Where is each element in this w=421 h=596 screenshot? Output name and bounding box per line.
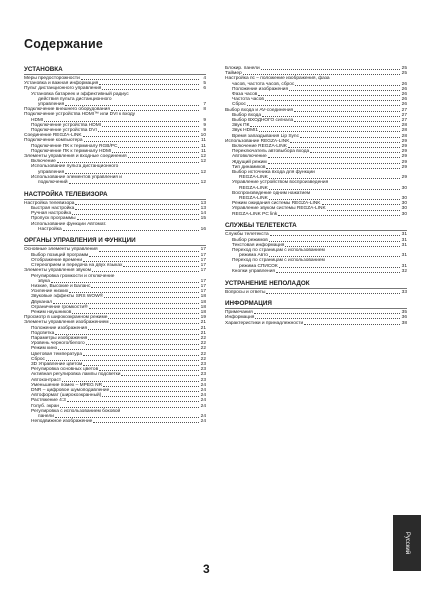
toc-entry-page: 24 bbox=[200, 419, 206, 425]
toc-entry-title: Низкие, Высокие и Баланс bbox=[31, 283, 91, 289]
toc-leader-dots bbox=[268, 157, 400, 158]
toc-leader-dots bbox=[288, 147, 400, 148]
toc-section-heading: НАСТРОЙКА ТЕЛЕВИЗОРА bbox=[24, 191, 206, 200]
toc-entry-title: Примечания bbox=[225, 310, 253, 316]
toc-entry-page: 9 bbox=[203, 122, 206, 128]
toc-entry-page: 16 bbox=[200, 226, 206, 232]
toc-entry-page: 17 bbox=[200, 278, 206, 284]
toc-leader-dots bbox=[58, 349, 199, 350]
toc-leader-dots bbox=[88, 329, 199, 330]
toc-entry-page: 30 bbox=[401, 196, 407, 202]
toc-leader-dots bbox=[83, 365, 199, 366]
toc-entry-page: 36 bbox=[401, 315, 407, 321]
toc-leader-dots bbox=[327, 210, 400, 211]
toc-leader-dots bbox=[89, 256, 199, 257]
toc-entry-page: 12 bbox=[200, 154, 206, 160]
toc-entry-title-cont: REGZA-LINK bbox=[239, 196, 268, 202]
toc-entry-page: 26 bbox=[401, 92, 407, 98]
toc-entry-page: 24 bbox=[200, 413, 206, 419]
toc-entry-page: 11 bbox=[201, 148, 206, 154]
toc-entry-page: 33 bbox=[401, 289, 407, 295]
toc-entry-title: Звук HDMI1 bbox=[232, 128, 259, 134]
toc-leader-dots bbox=[290, 142, 400, 143]
toc-entry-title: Текстовая информация bbox=[232, 242, 285, 248]
toc-entry-page: 24 bbox=[200, 398, 206, 404]
toc-entry-title: Ждущий режим bbox=[232, 159, 267, 165]
toc-entry-title: Режим кино bbox=[31, 346, 58, 352]
toc-leader-dots bbox=[102, 126, 199, 127]
toc-entry-page: 21 bbox=[200, 325, 206, 331]
toc-leader-dots bbox=[310, 152, 400, 153]
toc-entry-title: Переход по страницам с использованием bbox=[232, 248, 325, 253]
page-title: Содержание bbox=[24, 37, 104, 51]
toc-entry-page: 18 bbox=[200, 309, 206, 315]
toc-entry-title: Звуковые эффекты SRS WOW® bbox=[31, 294, 104, 300]
toc-entry-title-cont: Настройка bbox=[38, 226, 62, 232]
toc-entry-page: 23 bbox=[200, 372, 206, 378]
toc-entry-title: Основные элементы управления bbox=[24, 247, 98, 253]
toc-entry-title: Меры предосторожности bbox=[24, 76, 80, 81]
toc-entry-title: Время запаздывания Lip Sync bbox=[232, 133, 300, 139]
toc-section-heading: УСТРАНЕНИЕ НЕПОЛАДОК bbox=[225, 280, 407, 289]
toc-entry-page: 28 bbox=[401, 128, 407, 134]
toc-entry-title: Двуканал bbox=[31, 299, 53, 305]
toc-entry-title: Выбор позиций программ bbox=[31, 252, 89, 258]
toc-entry[interactable] bbox=[225, 321, 407, 326]
toc-entry-page: 4 bbox=[203, 76, 206, 81]
toc-entry-title-cont: управления bbox=[38, 169, 65, 175]
toc-entry-title: Автоконтраст bbox=[31, 377, 62, 383]
toc-leader-dots bbox=[254, 313, 400, 314]
toc-leader-dots bbox=[294, 121, 400, 122]
toc-leader-dots bbox=[108, 318, 199, 319]
toc-leader-dots bbox=[258, 95, 400, 96]
toc-entry-title: Подключение внешнего оборудования bbox=[24, 107, 110, 113]
toc-entry-page: 29 bbox=[401, 144, 407, 150]
toc-entry-title: Элементы управления и входные соединения bbox=[24, 154, 127, 160]
toc-entry-title: Параметры изображения bbox=[31, 335, 88, 341]
toc-entry-page: 28 bbox=[401, 123, 407, 129]
toc-entry-title: DNR – цифровое шумоподавление bbox=[31, 387, 110, 393]
toc-entry-title: Элементы управления звуком bbox=[24, 268, 92, 274]
toc-leader-dots bbox=[268, 163, 400, 164]
toc-entry-title: Информация bbox=[225, 315, 255, 321]
toc-entry-page: 8 bbox=[203, 107, 206, 113]
toc-leader-dots bbox=[98, 131, 199, 132]
toc-entry-title-cont: REGZA-LINK bbox=[239, 175, 268, 181]
toc-leader-dots bbox=[279, 267, 400, 268]
toc-leader-dots bbox=[62, 381, 199, 382]
toc-entry-title: Выбор ВХОДНОГО сигнала bbox=[232, 118, 294, 124]
toc-entry-title: Стереоприем и передача на двух языках bbox=[31, 263, 123, 269]
toc-entry-title: Выбор режимов bbox=[232, 237, 268, 243]
toc-entry-title: Автоформат (широкоэкранный) bbox=[31, 393, 102, 399]
toc-entry-page: 29 bbox=[401, 164, 407, 170]
toc-entry-page: 11 bbox=[201, 138, 206, 144]
toc-entry-title: Растяжение 4:3 bbox=[31, 398, 66, 404]
toc-leader-dots bbox=[77, 219, 199, 220]
toc-entry-title: Подключение компьютера bbox=[24, 138, 83, 144]
toc-entry-title: Уменьшение помех – MPEG NR bbox=[31, 382, 103, 388]
toc-leader-dots bbox=[102, 89, 199, 90]
toc-entry-page: 38 bbox=[401, 320, 407, 326]
toc-leader-dots bbox=[300, 137, 400, 138]
toc-leader-dots bbox=[110, 391, 199, 392]
toc-entry-title: Неподвижное изображение bbox=[31, 419, 93, 425]
toc-entry-title: Выбор входа bbox=[232, 112, 261, 118]
toc-entry-title: Включение REGZA-LINK bbox=[232, 144, 287, 150]
toc-leader-dots bbox=[99, 251, 199, 252]
toc-entry-title: Ограничение громкости® bbox=[31, 304, 88, 310]
toc-entry-title: Ручная настройка bbox=[31, 211, 72, 217]
toc-leader-dots bbox=[289, 90, 400, 91]
toc-entry-title: Установка и важная информация bbox=[24, 81, 99, 87]
toc-leader-dots bbox=[255, 318, 400, 319]
toc-entry-page: 22 bbox=[200, 341, 206, 347]
toc-entry-title: Активная регулировка лампы подсветки bbox=[31, 372, 121, 378]
toc-leader-dots bbox=[55, 417, 199, 418]
toc-entry-title: Использование пульта дистанционного bbox=[31, 164, 119, 170]
toc-entry-title-cont: подключений bbox=[38, 180, 68, 186]
toc-entry-page: 18 bbox=[200, 304, 206, 310]
toc-entry-title: Отображение времени bbox=[31, 257, 83, 263]
toc-leader-dots bbox=[269, 199, 400, 200]
toc-leader-dots bbox=[75, 209, 199, 210]
toc-leader-dots bbox=[250, 126, 400, 127]
toc-entry-title: Регулировка с использованием боковой bbox=[31, 408, 121, 414]
toc-leader-dots bbox=[67, 401, 199, 402]
toc-entry-title: Голуб. экран bbox=[31, 403, 60, 409]
toc-entry-title: Автовключение bbox=[232, 154, 267, 160]
toc-entry-page: 30 bbox=[401, 185, 407, 191]
toc-entry-page: 27 bbox=[401, 107, 407, 113]
toc-leader-dots bbox=[69, 292, 199, 293]
toc-entry-page: 9 bbox=[203, 128, 206, 134]
toc-entry-title: Использование элементов управления и bbox=[31, 174, 122, 180]
toc-entry-title: Усиление низких bbox=[31, 289, 69, 295]
toc-entry-page: 23 bbox=[200, 377, 206, 383]
toc-entry-page: 32 bbox=[401, 268, 407, 274]
toc-left-column bbox=[24, 66, 206, 424]
toc-entry-title: Подключение ПК к терминалу HDMI bbox=[31, 148, 112, 154]
toc-entry-title: REGZA-LINK PC link bbox=[232, 211, 278, 217]
toc-entry-page: 31 bbox=[401, 242, 407, 248]
toc-entry-page: 29 bbox=[401, 159, 407, 165]
toc-entry[interactable] bbox=[24, 419, 206, 424]
toc-leader-dots bbox=[121, 375, 199, 376]
toc-leader-dots bbox=[270, 235, 400, 236]
toc-entry-page: 17 bbox=[200, 268, 206, 274]
toc-entry-title: Соединение REGZA-LINK bbox=[24, 133, 82, 139]
toc-entry-page: 29 bbox=[401, 138, 407, 144]
toc-right-column bbox=[225, 66, 407, 326]
toc-entry-title: Подсветка bbox=[31, 330, 55, 336]
toc-entry-page: 22 bbox=[200, 346, 206, 352]
toc-leader-dots bbox=[89, 308, 199, 309]
toc-entry-title-cont: режима СПИСОК bbox=[239, 263, 278, 269]
toc-section-heading: ОРГАНЫ УПРАВЛЕНИЯ И ФУНКЦИИ bbox=[24, 237, 206, 246]
toc-leader-dots bbox=[75, 204, 199, 205]
toc-entry-page: 26 bbox=[401, 102, 407, 108]
toc-leader-dots bbox=[86, 344, 199, 345]
toc-entry-page: 31 bbox=[401, 232, 407, 238]
toc-leader-dots bbox=[278, 215, 400, 216]
toc-entry-page: 10 bbox=[200, 133, 206, 139]
language-tab bbox=[393, 515, 421, 571]
toc-entry-page: 12 bbox=[200, 159, 206, 165]
toc-entry-title: Подключение ПК к терминалу RGB/PC bbox=[31, 143, 118, 149]
toc-leader-dots bbox=[63, 230, 199, 231]
toc-leader-dots bbox=[266, 293, 400, 294]
toc-leader-dots bbox=[92, 271, 199, 272]
toc-entry-title: Сброс bbox=[232, 102, 246, 108]
toc-entry-page: 30 bbox=[401, 201, 407, 207]
toc-leader-dots bbox=[88, 339, 199, 340]
toc-leader-dots bbox=[60, 407, 199, 408]
toc-entry-continuation: действия пульта дистанционного bbox=[38, 96, 112, 102]
toc-leader-dots bbox=[103, 386, 199, 387]
toc-leader-dots bbox=[99, 84, 199, 85]
toc-entry-title-cont: управления bbox=[38, 102, 65, 108]
toc-entry-page: 17 bbox=[200, 289, 206, 295]
toc-entry-title-cont: режима Авто bbox=[239, 253, 268, 259]
toc-entry-page: 23 bbox=[200, 367, 206, 373]
toc-entry-title: Подключение устройства DVI bbox=[31, 128, 97, 134]
toc-entry-title: Управление устройством воспроизведения bbox=[232, 180, 329, 186]
toc-entry-title: Положение изображения bbox=[232, 86, 289, 92]
toc-leader-dots bbox=[118, 147, 199, 148]
toc-leader-dots bbox=[83, 355, 199, 356]
toc-entry-page: 31 bbox=[401, 253, 407, 259]
toc-leader-dots bbox=[265, 100, 400, 101]
toc-entry-title: Управление звуком системы REGZA-LINK bbox=[232, 206, 326, 212]
toc-entry-page: 17 bbox=[200, 257, 206, 263]
toc-entry-page: 13 bbox=[200, 200, 206, 206]
toc-entry-title: Переход по страницам с использованием bbox=[232, 258, 325, 264]
toc-leader-dots bbox=[304, 324, 400, 325]
toc-leader-dots bbox=[262, 116, 400, 117]
toc-entry-page: 31 bbox=[401, 237, 407, 243]
toc-leader-dots bbox=[269, 189, 400, 190]
toc-entry-page: 14 bbox=[200, 211, 206, 217]
toc-entry-title: Кнопки управления bbox=[232, 268, 275, 274]
toc-entry-page: 24 bbox=[200, 382, 206, 388]
toc-section-heading: ИНФОРМАЦИЯ bbox=[225, 300, 407, 309]
toc-leader-dots bbox=[55, 334, 199, 335]
toc-entry-title-cont: часов, частота часов, сброс bbox=[232, 81, 295, 87]
toc-leader-dots bbox=[83, 136, 199, 137]
toc-entry-page: 17 bbox=[200, 247, 206, 253]
toc-entry-page: 17 bbox=[200, 252, 206, 258]
toc-entry-page: 29 bbox=[401, 175, 407, 181]
toc-entry-page: 12 bbox=[200, 180, 206, 186]
toc-entry-title: Выбор источника входа для функции bbox=[232, 170, 315, 176]
toc-leader-dots bbox=[102, 396, 199, 397]
toc-entry-title: Подключение устройства HDMI™ или DVI к входу bbox=[24, 112, 136, 118]
toc-entry-title: Цветовая температура bbox=[31, 351, 82, 357]
toc-entry-title: Вопросы и ответы bbox=[225, 289, 266, 295]
toc-entry-page: 35 bbox=[401, 310, 407, 316]
toc-entry-page: 5 bbox=[203, 81, 206, 87]
toc-entry-page: 22 bbox=[200, 356, 206, 362]
toc-entry-page: 24 bbox=[200, 387, 206, 393]
toc-entry-page: 26 bbox=[401, 86, 407, 92]
toc-entry-page: 7 bbox=[203, 102, 206, 108]
toc-entry-title: Службы телетекста bbox=[225, 232, 269, 238]
toc-entry-title: Настройка пс – положение изображения, фаза bbox=[225, 76, 330, 82]
toc-entry-title: Положение изображения bbox=[31, 325, 88, 331]
toc-entry-page: 31 bbox=[401, 263, 407, 269]
toc-leader-dots bbox=[65, 105, 199, 106]
toc-entry-page: 17 bbox=[200, 283, 206, 289]
toc-leader-dots bbox=[69, 183, 199, 184]
toc-leader-dots bbox=[261, 69, 400, 70]
toc-section-heading: УСТАНОВКА bbox=[24, 66, 206, 75]
toc-entry-page: 26 bbox=[401, 81, 407, 87]
toc-entry-page: 25 bbox=[401, 66, 407, 71]
toc-entry-page: 30 bbox=[401, 211, 407, 217]
toc-leader-dots bbox=[110, 323, 199, 324]
toc-entry-title: Использование функции Автомат. bbox=[31, 221, 107, 227]
toc-entry-page: 26 bbox=[401, 97, 407, 103]
toc-entry-title: Тип динамиков bbox=[232, 164, 266, 170]
toc-entry-title-cont: панели bbox=[38, 413, 54, 419]
toc-entry-page: 28 bbox=[401, 133, 407, 139]
toc-leader-dots bbox=[269, 241, 400, 242]
toc-leader-dots bbox=[72, 313, 199, 314]
toc-entry-title: Режим ожидания системы REGZA-LINK bbox=[232, 201, 321, 207]
toc-entry-page: 13 bbox=[200, 205, 206, 211]
toc-entry-page: 12 bbox=[200, 169, 206, 175]
toc-entry-title: Блокир. панели bbox=[225, 66, 260, 71]
toc-leader-dots bbox=[123, 266, 199, 267]
toc-leader-dots bbox=[91, 287, 199, 288]
toc-entry-title: Использование REGZA-LINK bbox=[225, 138, 290, 144]
toc-entry-page: 24 bbox=[200, 403, 206, 409]
toc-entry-page: 22 bbox=[200, 335, 206, 341]
toc-leader-dots bbox=[93, 422, 199, 423]
toc-entry-page: 29 bbox=[401, 154, 407, 160]
toc-entry-page: 30 bbox=[401, 206, 407, 212]
toc-leader-dots bbox=[51, 282, 199, 283]
toc-entry-page: 27 bbox=[401, 118, 407, 124]
toc-entry-title: Просмотр в широкоэкранном режиме bbox=[24, 315, 108, 321]
toc-leader-dots bbox=[266, 168, 400, 169]
toc-entry-page: 27 bbox=[401, 112, 407, 118]
toc-entry-page: 9 bbox=[203, 117, 206, 123]
toc-entry-page: 18 bbox=[200, 299, 206, 305]
toc-entry-page: 11 bbox=[201, 143, 206, 149]
toc-leader-dots bbox=[276, 272, 400, 273]
toc-leader-dots bbox=[72, 214, 199, 215]
toc-leader-dots bbox=[46, 360, 199, 361]
toc-section-heading: СЛУЖБЫ ТЕЛЕТЕКСТА bbox=[225, 222, 407, 231]
toc-leader-dots bbox=[294, 111, 400, 112]
toc-leader-dots bbox=[259, 131, 400, 132]
toc-entry-page: 15 bbox=[200, 216, 206, 222]
toc-entry-title: Фаза часов bbox=[232, 92, 258, 98]
toc-entry-title: Подключение устройства HDMI bbox=[31, 122, 102, 128]
toc-entry-page: 24 bbox=[200, 393, 206, 399]
toc-entry-page: 18 bbox=[200, 294, 206, 300]
toc-entry-title: Характеристики и принадлежности bbox=[225, 320, 304, 326]
toc-entry-title: Регулировка громкости и отключение bbox=[31, 273, 115, 279]
toc-entry-page: 6 bbox=[203, 86, 206, 92]
toc-entry-title: Быстрая настройка bbox=[31, 205, 75, 211]
toc-leader-dots bbox=[83, 261, 199, 262]
toc-entry-page: 29 bbox=[401, 149, 407, 155]
toc-entry-title: Звук ПК bbox=[232, 123, 250, 129]
toc-entry-title: Сброс bbox=[31, 356, 45, 362]
toc-leader-dots bbox=[295, 85, 400, 86]
toc-leader-dots bbox=[104, 297, 199, 298]
toc-entry-title: Уровень черного/белого bbox=[31, 341, 85, 347]
toc-leader-dots bbox=[112, 152, 199, 153]
toc-entry-title: Таймер bbox=[225, 71, 242, 77]
toc-entry-title-cont: HDMI bbox=[31, 117, 44, 123]
toc-entry-title: 3D Управление цветом bbox=[31, 361, 83, 367]
toc-entry-title-cont: REGZA-LINK bbox=[239, 185, 268, 191]
toc-entry-page: 23 bbox=[200, 361, 206, 367]
toc-entry-title: Пропуск программы bbox=[31, 216, 76, 222]
toc-entry-page: 17 bbox=[200, 263, 206, 269]
toc-entry-title: Включение bbox=[31, 159, 56, 165]
toc-leader-dots bbox=[44, 121, 199, 122]
toc-entry-page: 22 bbox=[200, 351, 206, 357]
toc-entry-title: Режим наушников bbox=[31, 309, 72, 315]
toc-entry-page: 21 bbox=[200, 320, 206, 326]
toc-entry-page: 21 bbox=[200, 330, 206, 336]
page-number: 3 bbox=[203, 562, 210, 576]
toc-leader-dots bbox=[247, 105, 400, 106]
toc-entry-title: Частота часов bbox=[232, 97, 264, 103]
toc-leader-dots bbox=[322, 204, 400, 205]
toc-entry-title: Переключатель автовыбора входа bbox=[232, 149, 310, 155]
toc-entry-page: 25 bbox=[401, 71, 407, 77]
toc-entry-title: Установка батареек и эффективный радиус bbox=[31, 91, 129, 97]
toc-entry-title-cont: звука bbox=[38, 278, 50, 284]
toc-leader-dots bbox=[285, 246, 400, 247]
toc-entry-title: Настройка телевизора bbox=[24, 200, 75, 206]
toc-entry-title: Выбор входа и AV-соединения bbox=[225, 107, 294, 113]
toc-entry-title: Воспроизведение одним нажатием bbox=[232, 190, 311, 196]
toc-leader-dots bbox=[81, 79, 199, 80]
toc-entry-title: Элементы управления изображением bbox=[24, 320, 109, 326]
toc-leader-dots bbox=[53, 303, 199, 304]
toc-entry-title: Пульт дистанционного управления bbox=[24, 86, 102, 92]
toc-leader-dots bbox=[84, 141, 199, 142]
toc-entry-page: 19 bbox=[200, 315, 206, 321]
toc-leader-dots bbox=[128, 157, 199, 158]
toc-leader-dots bbox=[65, 173, 199, 174]
language-tab-label: Русский bbox=[403, 531, 410, 555]
toc-entry-title: Регулировка основных цветов bbox=[31, 367, 99, 373]
